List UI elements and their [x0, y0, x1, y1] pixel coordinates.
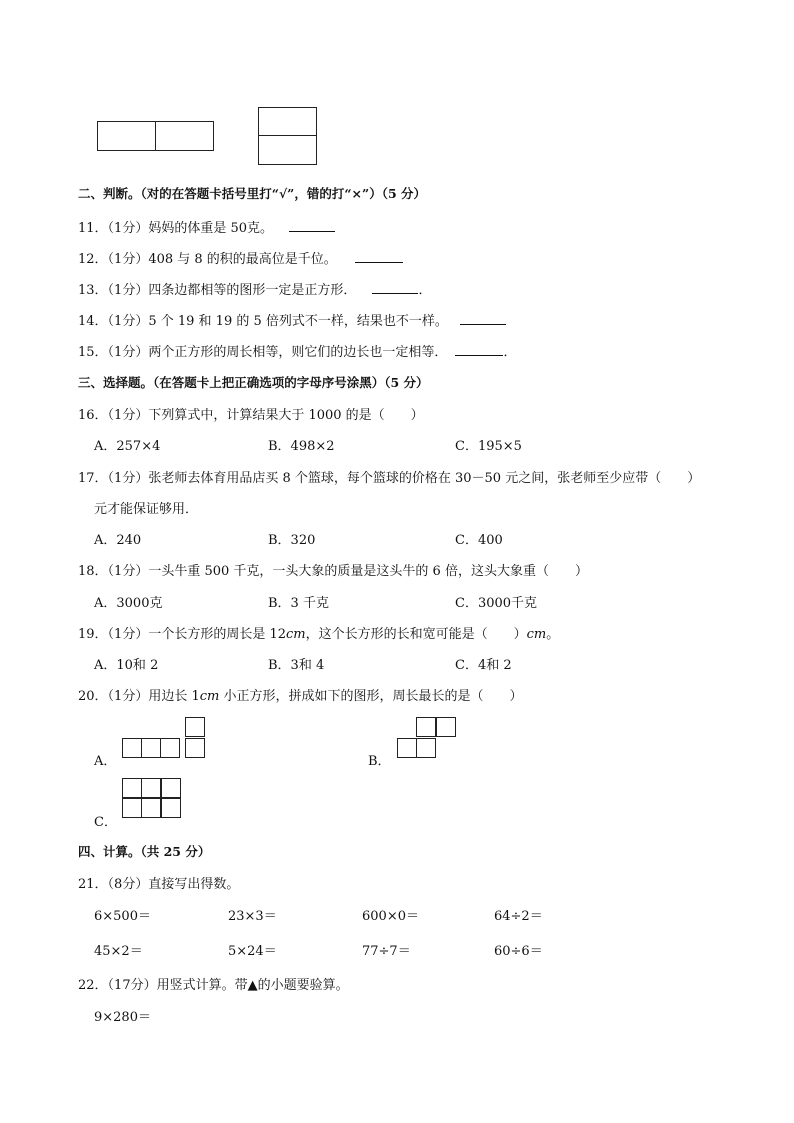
q18-option-a[interactable]: A．3000克 — [94, 596, 163, 611]
question-number: 14．（1分） — [78, 314, 149, 329]
q19-option-a[interactable]: A．10和 2 — [94, 658, 159, 673]
calc-item: 77÷7＝ — [362, 944, 411, 959]
q17-option-c[interactable]: C．400 — [455, 533, 503, 548]
question-number: 15．（1分） — [78, 345, 149, 360]
question-number: 17．（1分） — [78, 471, 149, 486]
calc-item: 5×24＝ — [228, 944, 277, 959]
question-text-end: 。 — [546, 627, 560, 642]
answer-blank — [289, 219, 335, 232]
question-16 — [78, 404, 424, 423]
calc-item: 600×0＝ — [362, 909, 419, 924]
question-text: 用边长 1 — [148, 689, 200, 704]
question-text: 四条边都相等的图形一定是正方形． — [148, 283, 357, 298]
q20-option-b-label[interactable]: B． — [368, 754, 391, 769]
question-text: 一头牛重 500 千克，一头大象的质量是这头牛的 6 倍，这头大象重（ ） — [148, 564, 588, 579]
answer-blank — [372, 281, 418, 294]
question-text: 5 个 19 和 19 的 5 倍列式不一样，结果也不一样。 — [148, 314, 448, 329]
calc-item: 23×3＝ — [228, 909, 277, 924]
q17-option-b[interactable]: B．320 — [268, 533, 316, 548]
q19-option-b[interactable]: B．3和 4 — [268, 658, 325, 673]
question-text-cont: ，这个长方形的长和宽可能是（ ） — [305, 627, 527, 642]
question-number: 11．（1分） — [78, 221, 149, 236]
calc-item: 45×2＝ — [94, 944, 143, 959]
calc-item: 60÷6＝ — [494, 944, 543, 959]
question-text: 直接写出得数。 — [148, 877, 240, 892]
section-calc-heading: 四、计算。（共 25 分） — [78, 844, 211, 859]
q16-option-b[interactable]: B．498×2 — [268, 439, 335, 454]
question-number: 20．（1分） — [78, 689, 149, 704]
question-text: 一个长方形的周长是 12 — [148, 627, 287, 642]
question-tail: ． — [503, 345, 517, 360]
question-22 — [78, 974, 349, 993]
question-number: 12．（1分） — [78, 252, 149, 267]
q20-option-c-label[interactable]: C． — [94, 815, 117, 830]
question-number: 18．（1分） — [78, 564, 149, 579]
question-text: 408 与 8 的积的最高位是千位。 — [148, 252, 337, 267]
question-13 — [78, 279, 432, 298]
q19-option-c[interactable]: C．4和 2 — [455, 658, 512, 673]
question-text: 妈妈的体重是 50克。 — [148, 221, 274, 236]
q20-option-a-label[interactable]: A． — [94, 754, 117, 769]
section-judge-heading: 二、判断。（对的在答题卡括号里打“√”，错的打“×”）（5 分） — [78, 186, 426, 201]
question-number: 22．（17分） — [78, 978, 157, 993]
question-number: 13．（1分） — [78, 283, 149, 298]
unit-cm: cm — [526, 627, 547, 642]
unit-cm: cm — [199, 689, 220, 704]
calc-item: 9×280＝ — [94, 1010, 151, 1025]
q17-option-a[interactable]: A．240 — [94, 533, 142, 548]
question-text: 用竖式计算。带▲的小题要验算。 — [156, 978, 349, 993]
calc-item: 64÷2＝ — [494, 909, 543, 924]
question-17-line2: 元才能保证够用． — [94, 502, 199, 517]
q18-option-c[interactable]: C．3000千克 — [455, 596, 538, 611]
question-number: 16．（1分） — [78, 408, 149, 423]
question-number: 19．（1分） — [78, 627, 149, 642]
answer-blank — [455, 343, 503, 356]
question-number: 21．（8分） — [78, 877, 149, 892]
question-text: 张老师去体育用品店买 8 个篮球，每个篮球的价格在 30－50 元之间，张老师至少应带（ ） — [148, 471, 701, 486]
question-text: 两个正方形的周长相等，则它们的边长也一定相等． — [148, 345, 448, 360]
question-tail: ． — [418, 283, 432, 298]
question-20 — [78, 685, 522, 704]
question-text: 下列算式中，计算结果大于 1000 的是（ ） — [148, 408, 424, 423]
unit-cm: cm — [286, 627, 306, 642]
answer-blank — [355, 250, 403, 263]
question-17 — [78, 467, 700, 486]
question-19 — [78, 623, 559, 642]
calc-item: 6×500＝ — [94, 909, 151, 924]
q18-option-b[interactable]: B．3 千克 — [268, 596, 329, 611]
section-choice-heading: 三、选择题。（在答题卡上把正确选项的字母序号涂黑）（5 分） — [78, 375, 429, 390]
question-14 — [78, 310, 506, 329]
question-text-cont: 小正方形，拼成如下的图形，周长最长的是（ ） — [219, 689, 523, 704]
question-11 — [78, 217, 335, 236]
q16-option-c[interactable]: C．195×5 — [455, 439, 522, 454]
question-21 — [78, 873, 239, 892]
question-15 — [78, 341, 517, 360]
question-12 — [78, 248, 403, 267]
question-18 — [78, 560, 588, 579]
q16-option-a[interactable]: A．257×4 — [94, 439, 161, 454]
answer-blank — [460, 312, 506, 325]
